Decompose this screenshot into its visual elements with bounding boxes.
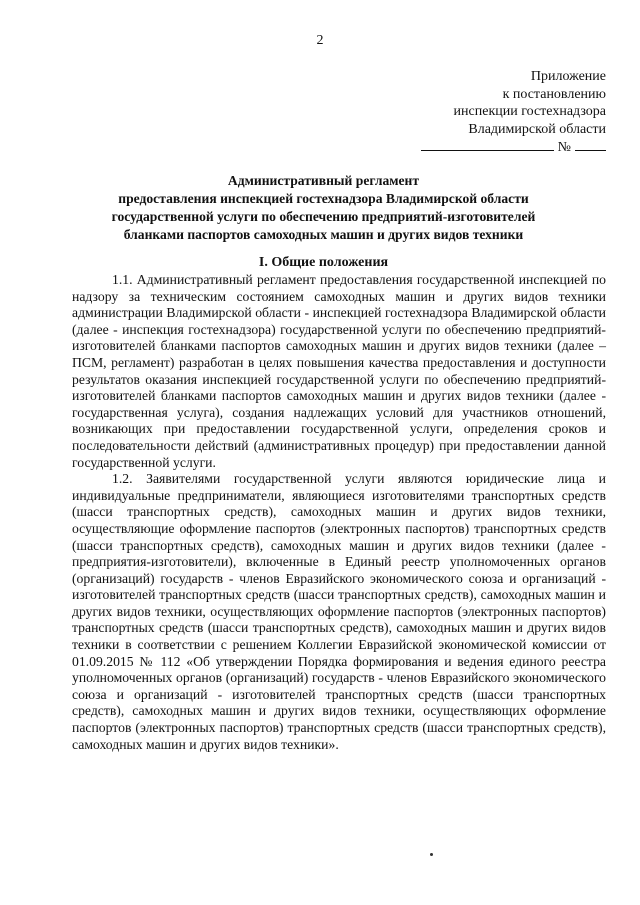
- page-number: 2: [316, 33, 324, 48]
- section-body: [72, 272, 606, 753]
- appendix-line-1: Приложение: [530, 69, 606, 84]
- appendix-line-4: Владимирской области: [468, 121, 606, 137]
- title-line-3: государственной услуги по обеспечению предприятий-изготовителей: [111, 209, 536, 224]
- appendix-block: [421, 68, 606, 157]
- number-sign: №: [557, 140, 571, 155]
- title-line-4: бланками паспортов самоходных машин и других видов техники: [123, 227, 524, 242]
- section-heading: I. Общие положения: [258, 255, 389, 270]
- appendix-line-2: к постановлению: [502, 86, 606, 102]
- paragraph-1-1: 1.1. Административный регламент предоставления государственной инспекцией по надзору за техническим состоянием самоходных машин и других видов техники администрации Владимирской области - инспекцией гостехнадзора Владимирской области (далее - инспекция гостехнадзора) государственной услуги по обеспечению предприятий-изготовителей бланками паспортов самоходных машин и других видов техники (далее – ПСМ, регламент) разработан в целях повышения качества предоставления и доступности результатов оказания инспекцией государственной услуги по обеспечению предприятий-изготовителей бланками паспортов самоходных машин и других видов техники (далее - государственная услуга), создания надлежащих условий для участников отношений, возникающих при предоставлении государственной услуги, определения сроков и последовательности действий (административных процедур) при предоставлении данной государственной услуги.: [72, 272, 606, 470]
- date-blank: [421, 138, 554, 151]
- paragraph-1-2: 1.2. Заявителями государственной услуги являются юридические лица и индивидуальные предприниматели, являющиеся изготовителями транспортных средств (шасси транспортных средств), самоходных машин и других видов техники, осуществляющие оформление паспортов (электронных паспортов) транспортных средств (шасси транспортных средств), самоходных машин и других видов техники (далее - предприятия-изготовители), включенные в Единый реестр уполномоченных органов (организаций) государств - членов Евразийского экономического союза и организаций - изготовителей транспортных средств (шасси транспортных средств), самоходных машин и других видов техники, осуществляющих оформление паспортов (электронных паспортов) транспортных средств (шасси транспортных средств), самоходных машин и других видов техники в соответствии с решением Коллегии Евразийской экономической комиссии от 01.09.2015 № 112 «Об утверждении Порядка формирования и ведения единого реестра уполномоченных органов (организаций) государств - членов Евразийского экономического союза и организаций - изготовителей транспортных средств (шасси транспортных средств), самоходных машин и других видов техники, осуществляющих оформление паспортов (электронных паспортов) транспортных средств (шасси транспортных средств), самоходных машин и других видов техники».: [72, 471, 606, 752]
- document-title: [40, 172, 607, 244]
- title-line-2: предоставления инспекцией гостехнадзора Владимирской области: [118, 191, 529, 206]
- scan-speck: [430, 853, 433, 856]
- resolution-number-line: [421, 138, 606, 157]
- appendix-line-3: инспекции гостехнадзора: [453, 104, 606, 119]
- title-line-1: Административный регламент: [227, 173, 420, 188]
- number-blank: [575, 138, 606, 151]
